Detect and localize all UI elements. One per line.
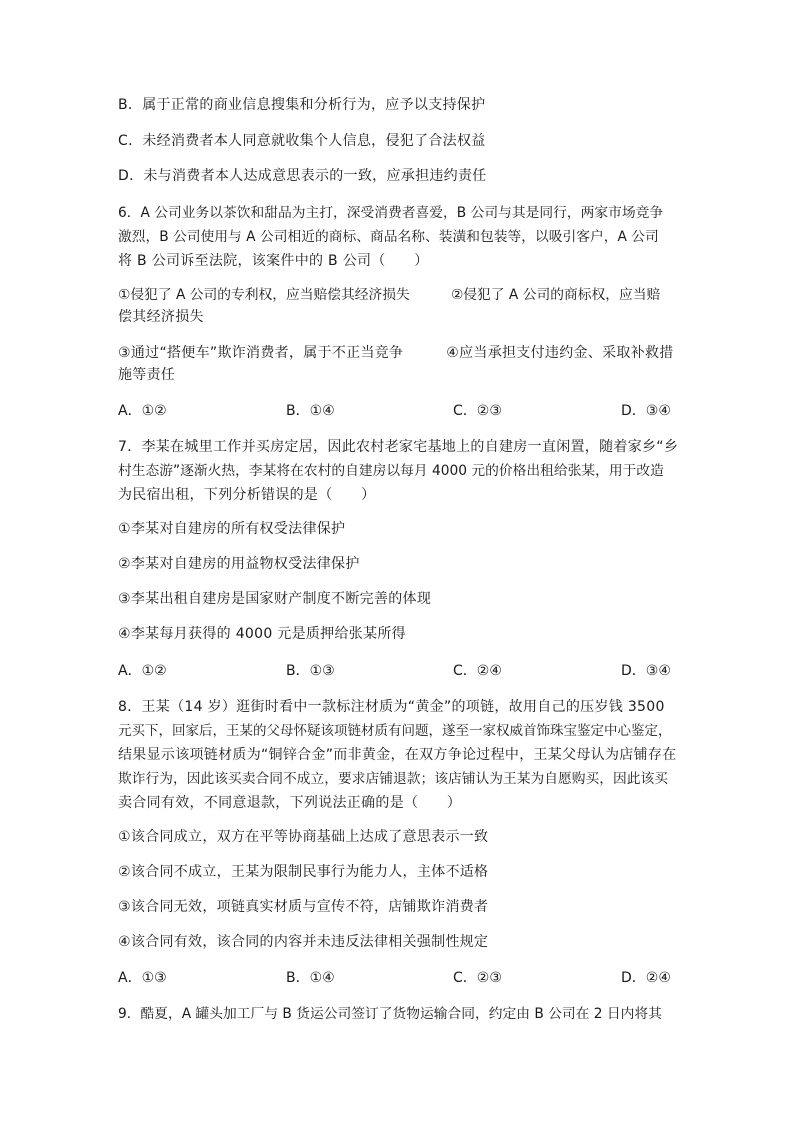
q8-statement: ④该合同有效，该合同的内容并未违反法律相关强制性规定 xyxy=(118,934,489,950)
q7-statement: ④李某每月获得的 4000 元是质押给张某所得 xyxy=(118,626,406,642)
q8-text-line: 结果显示该项链材质为“铜锌合金”而非黄金，在双方争论过程中，王某父母认为店铺存在 xyxy=(118,747,677,763)
q8-option-d: D．②④ xyxy=(621,970,671,986)
q6-text-line: 6．A 公司业务以茶饮和甜品为主打，深受消费者喜爱，B 公司与其是同行，两家市场竞争 xyxy=(118,205,664,221)
q6-option-c: C．②③ xyxy=(453,403,502,419)
q6-option-b: B．①④ xyxy=(286,403,335,419)
q6-option-d: D．③④ xyxy=(621,403,671,419)
q8-option-b: B．①④ xyxy=(286,970,335,986)
q6-statement-3-4-cont: 施等责任 xyxy=(118,367,176,383)
q8-text-line: 8．王某（14 岁）逛街时看中一款标注材质为“黄金”的项链，故用自己的压岁钱 3500 xyxy=(118,699,665,715)
q7-text-line: 为民宿出租，下列分析错误的是（ ） xyxy=(118,487,376,503)
q9-text-line: 9．酷夏，A 罐头加工厂与 B 货运公司签订了货物运输合同，约定由 B 公司在 2 日内将其 xyxy=(118,1006,662,1022)
q6-option-a: A．①② xyxy=(118,403,167,419)
q7-option-d: D．③④ xyxy=(621,663,671,679)
q7-statement: ②李某对自建房的用益物权受法律保护 xyxy=(118,556,360,572)
q8-text-line: 卖合同有效，不同意退款，下列说法正确的是（ ） xyxy=(118,795,462,811)
q8-option-c: C．②③ xyxy=(453,970,502,986)
q7-option-c: C．②④ xyxy=(453,663,502,679)
q7-text-line: 村生态游”逐渐火热，李某将在农村的自建房以每月 4000 元的价格出租给张某，用于改造 xyxy=(118,463,664,479)
q7-option-b: B．①③ xyxy=(286,663,335,679)
q6-statement-1-2: ①侵犯了 A 公司的专利权，应当赔偿其经济损失 ②侵犯了 A 公司的商标权，应当赔 xyxy=(118,287,661,303)
q8-option-a: A．①③ xyxy=(118,970,167,986)
option-c: C．未经消费者本人同意就收集个人信息，侵犯了合法权益 xyxy=(118,133,486,149)
q7-text-line: 7．李某在城里工作并买房定居，因此农村老家宅基地上的自建房一直闲置，随着家乡“乡 xyxy=(118,439,679,455)
q6-statement-3-4: ③通过“搭便车”欺诈消费者，属于不正当竞争 ④应当承担支付违约金、采取补救措 xyxy=(118,345,674,361)
q8-statement: ②该合同不成立，王某为限制民事行为能力人，主体不适格 xyxy=(118,864,489,880)
q7-statement: ①李某对自建房的所有权受法律保护 xyxy=(118,521,346,537)
q8-text-line: 欺诈行为，因此该买卖合同不成立，要求店铺退款；该店铺认为王某为自愿购买，因此该买 xyxy=(118,771,669,787)
q8-text-line: 元买下，回家后，王某的父母怀疑该项链材质有问题，遂至一家权威首饰珠宝鉴定中心鉴定， xyxy=(118,723,672,739)
q6-statement-1-2-cont: 偿其经济损失 xyxy=(118,309,204,325)
q8-statement: ③该合同无效，项链真实材质与宣传不符，店铺欺诈消费者 xyxy=(118,899,489,915)
q8-statement: ①该合同成立，双方在平等协商基础上达成了意思表示一致 xyxy=(118,829,489,845)
q6-text-line: 激烈，B 公司使用与 A 公司相近的商标、商品名称、装潢和包装等，以吸引客户，A 公司 xyxy=(118,229,659,245)
q6-text-line: 将 B 公司诉至法院，该案件中的 B 公司（ ） xyxy=(118,253,429,269)
q7-statement: ③李某出租自建房是国家财产制度不断完善的体现 xyxy=(118,591,432,607)
option-b: B．属于正常的商业信息搜集和分析行为，应予以支持保护 xyxy=(118,97,486,113)
option-d: D．未与消费者本人达成意思表示的一致，应承担违约责任 xyxy=(118,168,487,184)
q7-option-a: A．①② xyxy=(118,663,167,679)
